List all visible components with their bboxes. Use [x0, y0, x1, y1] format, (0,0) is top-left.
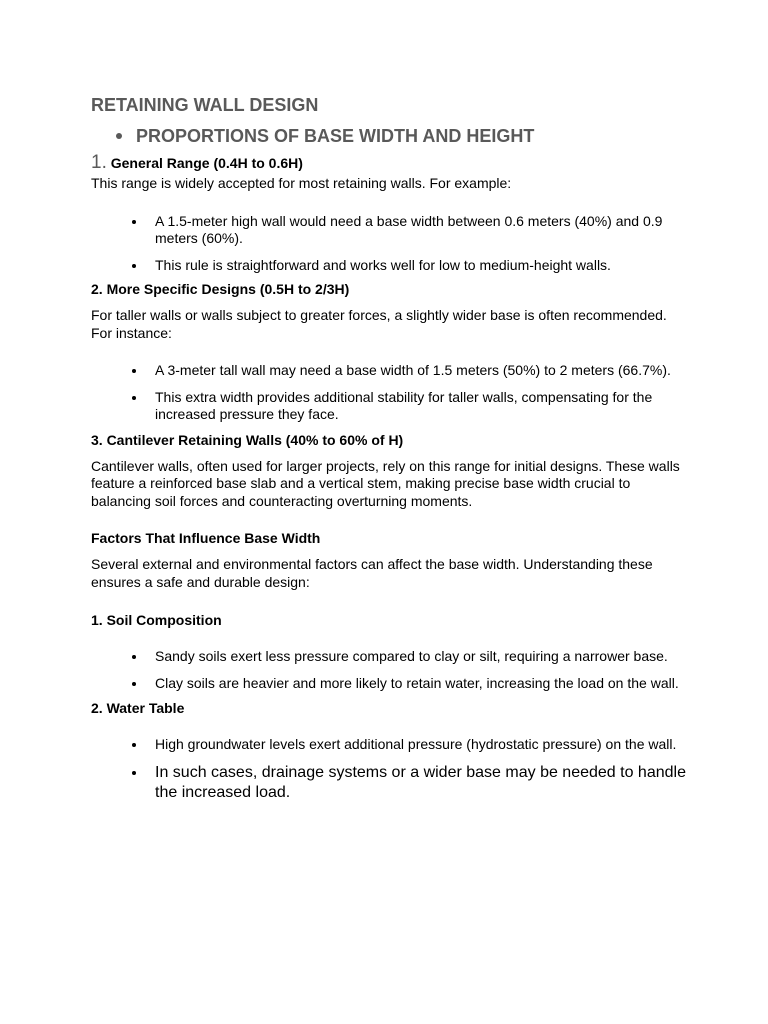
list-item-text: A 1.5-meter high wall would need a base width between 0.6 meters (40%) and 0.9 meters (60%).: [155, 212, 663, 246]
list-item: [91, 763, 691, 803]
list-item-text: Clay soils are heavier and more likely to retain water, increasing the load on the wall.: [155, 674, 679, 691]
list-item: [91, 362, 691, 380]
bullet-icon: [132, 771, 136, 775]
section-heading-factors: Factors That Influence Base Width: [91, 530, 321, 546]
section-intro: This range is widely accepted for most retaining walls. For example:: [91, 175, 512, 191]
list-item: [91, 213, 691, 248]
list-item-text: High groundwater levels exert additional pressure (hydrostatic pressure) on the wall.: [155, 736, 677, 752]
bullet-icon: [132, 682, 136, 686]
bullet-icon: [132, 743, 136, 747]
list-item-text: Sandy soils exert less pressure compared to clay or silt, requiring a narrower base.: [155, 648, 668, 664]
list-item-text: A 3-meter tall wall may need a base width of 1.5 meters (50%) to 2 meters (66.7%).: [155, 362, 671, 378]
bullet-list: [91, 648, 691, 692]
list-item: [91, 648, 691, 666]
document-subtitle: PROPORTIONS OF BASE WIDTH AND HEIGHT: [136, 125, 535, 146]
bullet-list: [91, 213, 691, 275]
section-heading-specific-designs: 2. More Specific Designs (0.5H to 2/3H): [91, 281, 350, 297]
list-item: [91, 736, 691, 754]
bullet-icon: [132, 264, 136, 268]
bullet-list: [91, 736, 691, 803]
bullet-icon: [116, 133, 122, 139]
list-item: [91, 675, 691, 693]
bullet-icon: [132, 220, 136, 224]
section-heading-general-range: [91, 154, 691, 172]
list-item-text: This rule is straightforward and works well for low to medium-height walls.: [155, 256, 611, 273]
section-heading-water-table: 2. Water Table: [91, 700, 185, 716]
section-intro: Several external and environmental factors can affect the base width. Understanding these ensures a safe and durable design:: [91, 556, 653, 590]
subtitle-row: [91, 124, 691, 148]
bullet-icon: [132, 369, 136, 373]
bullet-icon: [132, 655, 136, 659]
document-page: [91, 94, 691, 812]
document-title: RETAINING WALL DESIGN: [91, 95, 319, 115]
list-item: [91, 257, 691, 275]
list-item-text: In such cases, drainage systems or a wider base may be needed to handle the increased load.: [155, 763, 686, 801]
bullet-list: [91, 362, 691, 424]
list-item: [91, 389, 691, 424]
bullet-icon: [132, 396, 136, 400]
section-body: Cantilever walls, often used for larger projects, rely on this range for initial designs. These walls feature a reinforced base slab and a vertical stem, making precise base width crucial to balancing soil forces and counteracting overturning moments.: [91, 457, 680, 509]
section-heading-cantilever: 3. Cantilever Retaining Walls (40% to 60% of H): [91, 431, 404, 448]
section-number: 1.: [91, 152, 107, 173]
section-intro: For taller walls or walls subject to greater forces, a slightly wider base is often recommended. For instance:: [91, 307, 667, 341]
section-heading-soil: 1. Soil Composition: [91, 612, 222, 628]
list-item-text: This extra width provides additional stability for taller walls, compensating for the increased pressure they face.: [155, 388, 653, 422]
section-heading-text: General Range (0.4H to 0.6H): [110, 155, 303, 171]
